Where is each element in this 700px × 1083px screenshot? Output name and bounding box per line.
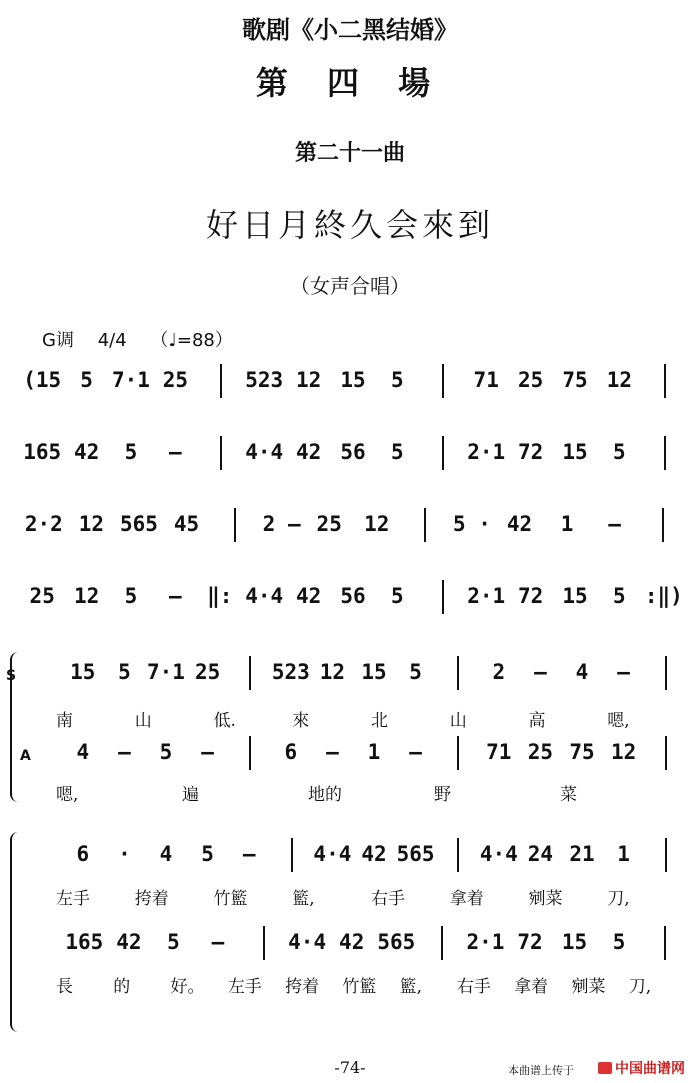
barline (664, 364, 666, 398)
lyric-syllable: 北 (371, 711, 388, 731)
note-group: 15 (561, 930, 588, 954)
barline (263, 926, 265, 960)
note-group: 7·1 (147, 660, 185, 684)
scene-title: 第 四 場 (255, 64, 445, 102)
note-group: 71 (486, 740, 512, 764)
note-group: 56 (340, 440, 366, 464)
brand-name: 中国曲谱网 (615, 1061, 685, 1077)
barline (441, 926, 443, 960)
note-group: 1 (617, 842, 630, 866)
note-group: 12 (606, 368, 633, 392)
note-group: 4 (575, 660, 589, 684)
lyric-syllable: 拿着 (449, 889, 484, 909)
lyric-syllable: 嗯, (607, 711, 630, 731)
note-group: 2 — (262, 512, 301, 536)
note-group: 2·1 (467, 440, 506, 464)
note-group: 42 (295, 584, 322, 608)
note-group: 15 (361, 660, 387, 684)
lyric-syllable: 右手 (456, 977, 491, 997)
song-title: 好日月終久会來到 (205, 206, 494, 244)
barline (457, 736, 459, 770)
note-group: 71 (473, 368, 499, 392)
note-group: 42 (295, 440, 322, 464)
note-group: 4 (159, 842, 173, 866)
note-group: 42 (116, 930, 142, 954)
opera-title: 歌剧《小二黑结婚》 (242, 16, 458, 44)
note-group: 15 (562, 584, 588, 608)
lyric-syllable: 竹籃 (213, 889, 248, 909)
lyric-syllable: 剜菜 (571, 977, 606, 997)
note-group: 5 · (452, 512, 491, 536)
note-group: 25 (194, 660, 221, 684)
note-group: 5 (201, 842, 214, 866)
score-row-s1 (14, 660, 692, 700)
brand-logo-icon (598, 1062, 612, 1074)
note-group: 4·4 (245, 440, 284, 464)
note-group: 5 (613, 584, 626, 608)
note-group: 25 (517, 368, 544, 392)
note-group: 75 (562, 368, 588, 392)
lyric-syllable: 低. (213, 711, 236, 731)
note-group: 165 (23, 440, 62, 464)
note-group: — (608, 512, 621, 536)
lyric-syllable: 山 (449, 711, 467, 731)
note-group: 15 (70, 660, 96, 684)
tempo-marking: （♩=88） (150, 330, 233, 351)
note-group: 5 (167, 930, 180, 954)
note-group: 1 (560, 512, 574, 536)
note-group: 2·1 (467, 584, 506, 608)
note-group: 72 (517, 440, 544, 464)
barline (665, 656, 667, 690)
lyric-syllable: 山 (134, 711, 152, 731)
note-group: 4·4 (288, 930, 327, 954)
lyric-syllable: 剜菜 (528, 889, 563, 909)
note-group: 42 (73, 440, 100, 464)
note-group: 5 (124, 584, 138, 608)
barline (220, 436, 222, 470)
barline (662, 508, 664, 542)
barline (234, 508, 236, 542)
barline (442, 364, 444, 398)
note-group: 6 (284, 740, 298, 764)
voice-part-label: A (20, 748, 31, 764)
barline (291, 838, 293, 872)
lyric-syllable: 竹籃 (342, 977, 377, 997)
note-group: — (169, 440, 182, 464)
barline (249, 736, 251, 770)
time-signature: 4/4 (97, 330, 127, 351)
note-group: 5 (391, 584, 404, 608)
lyric-syllable: 菜 (560, 785, 577, 805)
note-group: 42 (339, 930, 365, 954)
barline (442, 580, 444, 614)
barline (424, 508, 426, 542)
barline (665, 736, 667, 770)
score-row-r1 (14, 368, 692, 408)
note-group: 5 (159, 740, 173, 764)
note-group: 15 (562, 440, 588, 464)
note-group: 523 (271, 660, 310, 684)
note-group: · (118, 842, 131, 866)
score-row-s2 (14, 842, 692, 882)
note-group: 24 (527, 842, 554, 866)
note-group: 4·4 (245, 584, 284, 608)
score-row-r4 (14, 584, 692, 624)
note-group: — (169, 584, 182, 608)
note-group: 21 (569, 842, 595, 866)
lyric-syllable: 來 (292, 711, 310, 731)
note-group: 25 (316, 512, 342, 536)
system-brace (10, 652, 20, 802)
note-group: 565 (119, 512, 158, 536)
note-group: 4·4 (479, 842, 518, 866)
note-group: — (326, 740, 339, 764)
key-tempo-line (42, 326, 251, 352)
note-group: 5 (613, 440, 626, 464)
note-group: 12 (364, 512, 390, 536)
score-row-r2 (14, 440, 692, 480)
lyric-syllable: 長 (56, 977, 73, 997)
note-group: 6 (76, 842, 90, 866)
note-group: (15 (23, 368, 62, 392)
score-row-r3 (14, 512, 692, 552)
note-group: 4·4 (313, 842, 352, 866)
note-group: 12 (319, 660, 346, 684)
note-group: 5 (612, 930, 626, 954)
note-group: 5 (80, 368, 93, 392)
lyric-syllable: 遍 (182, 785, 199, 805)
page-number: -74- (334, 1058, 366, 1077)
lyric-syllable: 籃, (399, 977, 423, 997)
note-group: 56 (340, 584, 366, 608)
lyric-syllable: 拿着 (514, 977, 549, 997)
note-group: 5 (391, 368, 404, 392)
piece-number: 第二十一曲 (294, 141, 405, 166)
lyric-syllable: 左手 (56, 889, 90, 909)
lyric-syllable: 的 (113, 977, 131, 997)
lyric-syllable: 嗯, (56, 785, 79, 805)
key-signature: G调 (42, 330, 74, 351)
upload-note: 本曲谱上传于 (508, 1064, 574, 1077)
note-group: 12 (78, 512, 104, 536)
barline (457, 838, 459, 872)
note-group: — (201, 740, 214, 764)
voice-part-label: S (6, 668, 17, 684)
note-group: 7·1 (112, 368, 150, 392)
voices-label: （女声合唱） (290, 274, 410, 298)
note-group: 15 (340, 368, 366, 392)
lyric-syllable: 挎着 (285, 977, 320, 997)
note-group: — (211, 930, 225, 954)
note-group: 5 (118, 660, 131, 684)
lyric-syllable: 地的 (308, 785, 342, 805)
note-group: 25 (162, 368, 189, 392)
note-group: 25 (29, 584, 55, 608)
site-brand (598, 1058, 685, 1078)
note-group: 12 (295, 368, 322, 392)
note-group: — (617, 660, 630, 684)
note-group: 2 (492, 660, 506, 684)
note-group: 5 (409, 660, 422, 684)
note-group: — (118, 740, 131, 764)
lyric-syllable: 南 (56, 711, 73, 731)
score-row-a1 (14, 740, 692, 780)
note-group: :‖) (644, 584, 683, 608)
score-row-a2 (14, 930, 692, 970)
note-group: 1 (367, 740, 381, 764)
barline (457, 656, 459, 690)
note-group: 4 (76, 740, 90, 764)
note-group: 2·1 (466, 930, 505, 954)
note-group: 2·2 (24, 512, 63, 536)
note-group: 25 (527, 740, 554, 764)
system-brace (10, 832, 20, 1032)
note-group: 45 (173, 512, 200, 536)
note-group: 42 (361, 842, 387, 866)
note-group: — (534, 660, 547, 684)
barline (249, 656, 251, 690)
barline (665, 838, 667, 872)
lyric-syllable: 高 (528, 711, 546, 731)
note-group: 12 (73, 584, 100, 608)
note-group: 5 (391, 440, 404, 464)
lyric-syllable: 刀, (628, 977, 652, 997)
lyric-syllable: 野 (434, 785, 451, 805)
note-group: 72 (517, 584, 544, 608)
lyric-syllable: 左手 (227, 977, 262, 997)
lyric-syllable: 挎着 (134, 889, 169, 909)
lyric-syllable: 籃, (292, 889, 315, 909)
note-group: 42 (506, 512, 533, 536)
note-group: — (242, 842, 256, 866)
note-group: 523 (245, 368, 284, 392)
note-group: 565 (377, 930, 416, 954)
barline (664, 926, 666, 960)
lyric-syllable: 刀, (607, 889, 630, 909)
note-group: 12 (610, 740, 637, 764)
note-group: — (409, 740, 422, 764)
note-group: 72 (517, 930, 543, 954)
lyric-syllable: 右手 (371, 889, 405, 909)
note-group: ‖: (207, 584, 233, 608)
lyric-syllable: 好。 (170, 977, 205, 997)
note-group: 165 (65, 930, 104, 954)
note-group: 565 (396, 842, 435, 866)
note-group: 5 (124, 440, 138, 464)
barline (664, 436, 666, 470)
note-group: 75 (569, 740, 595, 764)
barline (220, 364, 222, 398)
barline (442, 436, 444, 470)
